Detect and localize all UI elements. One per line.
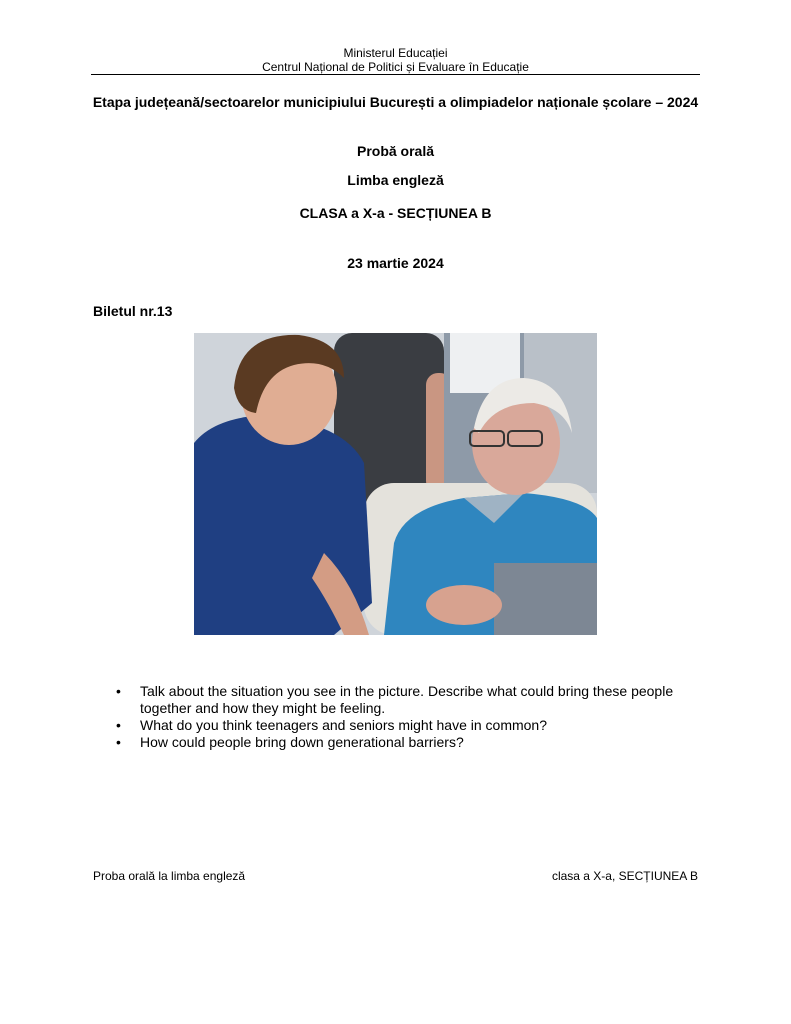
class-section: CLASA a X-a - SECȚIUNEA B <box>299 205 492 221</box>
footer-subject: Proba orală la limba engleză <box>93 869 246 883</box>
prompt-item: • Talk about the situation you see in the picture. Describe what could bring these people together and how they might be feeling. <box>110 683 710 717</box>
prompt-item: • What do you think teenagers and seniors might have in common? <box>110 717 710 734</box>
footer-class-section: clasa a X-a, SECȚIUNEA B <box>551 869 698 883</box>
discussion-prompts <box>110 683 710 751</box>
test-type: Probă orală <box>356 143 435 159</box>
subject: Limba engleză <box>347 172 444 188</box>
header-divider <box>91 74 700 75</box>
prompt-item: • How could people bring down generational barriers? <box>110 734 710 751</box>
evaluation-center-name: Centrul Național de Politici și Evaluare în Educație <box>262 60 529 74</box>
ministry-name: Ministerul Educației <box>343 46 448 60</box>
exam-title: Etapa județeană/sectoarelor municipiului București a olimpiadelor naționale școlare – 2024 <box>92 94 699 110</box>
photo-teen-and-senior <box>194 333 597 635</box>
exam-date: 23 martie 2024 <box>347 255 444 271</box>
ticket-number: Biletul nr.13 <box>93 303 173 319</box>
